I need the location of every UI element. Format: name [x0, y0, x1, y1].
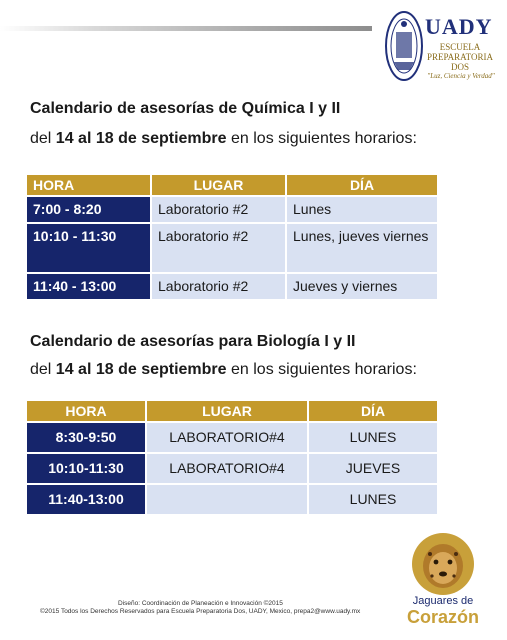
uady-logo — [384, 8, 502, 84]
table-row — [27, 452, 439, 483]
column-header-dia: DÍA — [309, 401, 439, 421]
logo-motto: "Luz, Ciencia y Verdad" — [427, 72, 495, 80]
table-row — [27, 195, 439, 222]
hora-cell: 7:00 - 8:20 — [27, 195, 152, 222]
logo-name: UADY — [425, 14, 493, 39]
dia-cell: LUNES — [309, 483, 439, 514]
jaguares-badge — [402, 530, 484, 632]
badge-line1: Jaguares de — [412, 595, 474, 607]
table-header-row — [27, 401, 439, 421]
footer-copyright: ©2015 Todos los Derechos Reservados para Escuela Preparatoria Dos, UADY, Mexico, prepa2@www.uady.mx — [40, 608, 361, 615]
jaguar-icon — [402, 530, 484, 632]
footer — [40, 600, 380, 616]
table-row — [27, 222, 439, 272]
column-header-dia: DÍA — [287, 175, 439, 195]
hora-cell: 10:10 - 11:30 — [27, 222, 152, 272]
logo-school: ESCUELA PREPARATORIA DOS — [426, 42, 494, 72]
table-row — [27, 421, 439, 452]
biologia-subtitle: del 14 al 18 de septiembre en los siguientes horarios: — [30, 361, 417, 378]
lugar-cell: LABORATORIO#4 — [147, 452, 309, 483]
lugar-cell: Laboratorio #2 — [152, 222, 287, 272]
dia-cell: Jueves y viernes — [287, 272, 439, 299]
column-header-hora: HORA — [27, 401, 147, 421]
lugar-cell: Laboratorio #2 — [152, 195, 287, 222]
hora-cell: 11:40-13:00 — [27, 483, 147, 514]
biologia-schedule-table — [27, 401, 439, 514]
quimica-schedule-table — [27, 175, 439, 299]
dia-cell: JUEVES — [309, 452, 439, 483]
footer-design-credit: Diseño: Coordinación de Planeación e Innovación ©2015 — [118, 600, 283, 607]
university-seal-icon — [384, 10, 424, 82]
hora-cell: 11:40 - 13:00 — [27, 272, 152, 299]
lugar-cell: Laboratorio #2 — [152, 272, 287, 299]
dia-cell: Lunes — [287, 195, 439, 222]
quimica-title: Calendario de asesorías de Química I y II — [30, 100, 341, 117]
column-header-hora: HORA — [27, 175, 152, 195]
badge-line2: Corazón — [407, 607, 479, 627]
table-row — [27, 272, 439, 299]
column-header-lugar: LUGAR — [147, 401, 309, 421]
column-header-lugar: LUGAR — [152, 175, 287, 195]
biologia-title: Calendario de asesorías para Biología I y II — [30, 333, 356, 350]
dia-cell: Lunes, jueves viernes — [287, 222, 439, 272]
lugar-cell: LABORATORIO#4 — [147, 421, 309, 452]
hora-cell: 8:30-9:50 — [27, 421, 147, 452]
quimica-subtitle: del 14 al 18 de septiembre en los siguientes horarios: — [30, 130, 417, 147]
table-row — [27, 483, 439, 514]
top-gradient-bar — [0, 26, 372, 31]
lugar-cell — [147, 483, 309, 514]
table-header-row — [27, 175, 439, 195]
dia-cell: LUNES — [309, 421, 439, 452]
hora-cell: 10:10-11:30 — [27, 452, 147, 483]
